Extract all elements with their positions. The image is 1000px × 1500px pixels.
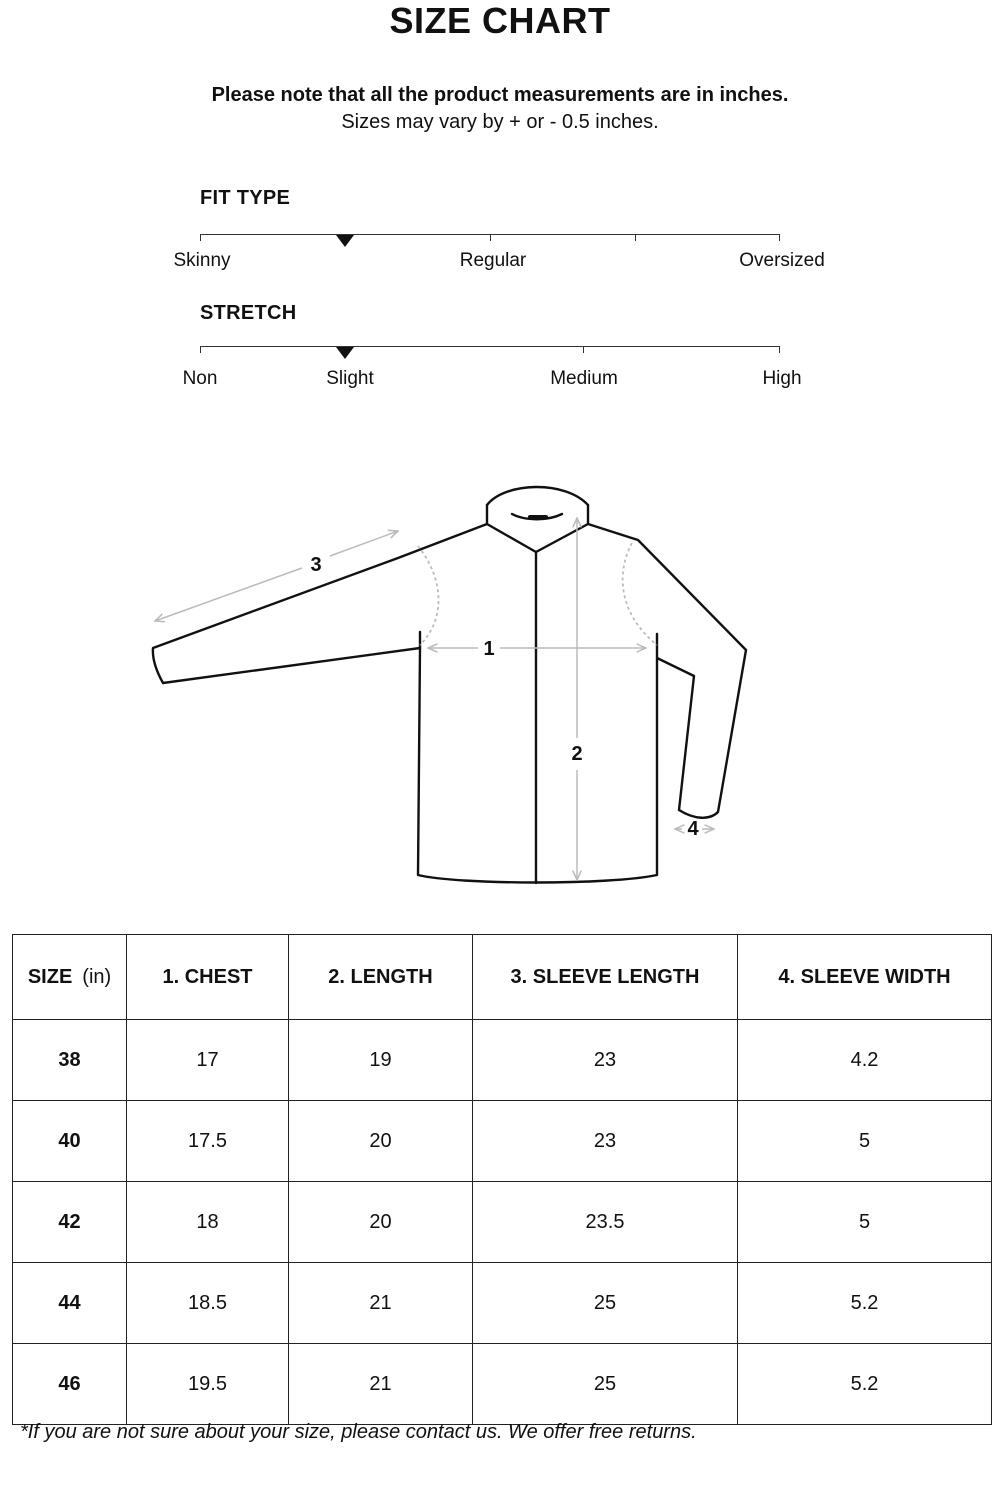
collar-front [487,505,588,552]
fit-type-pointer-icon [336,235,354,247]
cell-size: 44 [13,1263,127,1344]
fit-type-tick [779,234,780,241]
header-size-label: SIZE [27,965,73,988]
cell-chest: 18 [127,1182,289,1263]
header-sleeve-width: 4. SLEEVE WIDTH [738,935,992,1020]
measurement-arrows [155,518,714,880]
cell-sleeve-length: 23 [473,1101,738,1182]
table-row [13,1263,992,1344]
table-header-row [13,935,992,1020]
cell-size: 46 [13,1344,127,1425]
stretch-tick [583,346,584,353]
cell-length: 20 [289,1101,473,1182]
cell-sleeve-length: 23.5 [473,1182,738,1263]
stretch-label-medium: Medium [550,368,618,389]
cell-sleeve-width: 5.2 [738,1344,992,1425]
stretch-label-high: High [762,368,802,389]
sleeve-arrow-left [155,568,302,621]
cell-chest: 17.5 [127,1101,289,1182]
cell-sleeve-length: 23 [473,1020,738,1101]
fit-type-tick [490,234,491,241]
header-length: 2. LENGTH [289,935,473,1020]
size-table [12,934,992,1425]
fit-type-tick [635,234,636,241]
collar-back [487,487,588,505]
cell-chest: 17 [127,1020,289,1101]
cell-sleeve-length: 25 [473,1263,738,1344]
header-size-unit: (in) [82,965,112,988]
fit-type-label-regular: Regular [459,250,527,271]
stretch-tick [200,346,201,353]
cell-size: 42 [13,1182,127,1263]
cell-sleeve-length: 25 [473,1344,738,1425]
stretch-pointer-icon [336,347,354,359]
fit-type-label-skinny: Skinny [173,250,231,271]
cell-length: 21 [289,1263,473,1344]
cell-sleeve-width: 5 [738,1182,992,1263]
armhole-guides [418,543,657,645]
cell-chest: 19.5 [127,1344,289,1425]
cell-length: 20 [289,1182,473,1263]
jacket-body [153,524,746,883]
sleeve-arrow-right [330,531,398,556]
table-row [13,1020,992,1101]
cell-chest: 18.5 [127,1263,289,1344]
page-title: SIZE CHART [389,0,611,41]
cell-sleeve-width: 5 [738,1101,992,1182]
table-row [13,1344,992,1425]
tolerance-note: Sizes may vary by + or - 0.5 inches. [341,111,659,133]
stretch-tick [779,346,780,353]
measurement-note: Please note that all the product measurements are in inches. [211,84,789,106]
right-armhole-guide [623,543,657,645]
fit-type-tick [200,234,201,241]
cell-length: 19 [289,1020,473,1101]
table-row [13,1101,992,1182]
stretch-heading: STRETCH [200,302,297,324]
header-sleeve-length: 3. SLEEVE LENGTH [473,935,738,1020]
cell-sleeve-width: 4.2 [738,1020,992,1101]
marker-sleeve-width: 4 [687,818,699,840]
header-size [13,935,127,1020]
left-armhole-guide [418,546,439,645]
cell-size: 40 [13,1101,127,1182]
stretch-line [200,346,780,347]
cell-sleeve-width: 5.2 [738,1263,992,1344]
cell-length: 21 [289,1344,473,1425]
marker-sleeve-length: 3 [310,554,322,576]
jacket-outline [153,487,746,883]
marker-chest: 1 [483,638,495,660]
stretch-label-non: Non [182,368,218,389]
cell-size: 38 [13,1020,127,1101]
fit-type-heading: FIT TYPE [200,187,291,209]
table-row [13,1182,992,1263]
stretch-label-slight: Slight [326,368,374,389]
footer-note: *If you are not sure about your size, please contact us. We offer free returns. [20,1421,697,1443]
header-chest: 1. CHEST [127,935,289,1020]
fit-type-label-oversized: Oversized [739,250,825,271]
marker-length: 2 [571,743,583,765]
jacket-diagram [0,460,1000,900]
